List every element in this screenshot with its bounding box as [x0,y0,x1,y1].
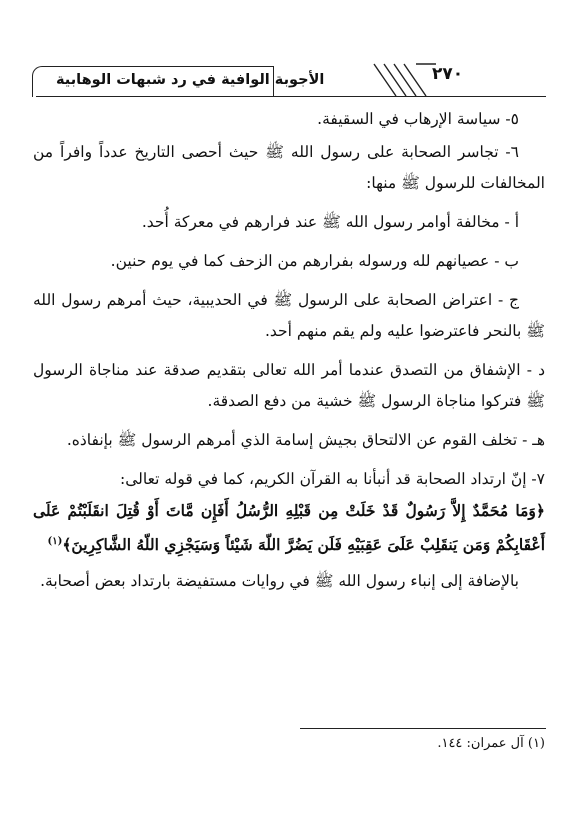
header-ornament-icon [370,60,440,98]
footnote-marker: (١) [47,536,63,547]
paragraph-5: ٥- سياسة الإرهاب في السقيفة. [317,110,519,128]
page-number: ٢٧٠ [432,64,464,84]
paragraph-6b: ب - عصيانهم لله ورسوله بفرارهم من الزحف كما في يوم حنين. [110,252,519,270]
header-divider [36,96,546,97]
paragraph-closing: بالإضافة إلى إنباء رسول الله ﷺ في روايات مستفيضة بارتداد بعض أصحابة. [40,572,519,591]
paragraph-6d: د - الإشفاق من التصدق عندما أمر الله تعالى بتقديم صدقة عند مناجاة الرسول ﷺ فتركوا مناجاة الرسول ﷺ خشية من دفع الصدقة. [33,361,545,410]
paragraph-6: ٦- تجاسر الصحابة على رسول الله ﷺ حيث أحصى التاريخ عدداً وافراً من المخالفات للرسول ﷺ منها: [33,143,545,192]
footnote: (١) آل عمران: ١٤٤. [437,736,545,751]
main-text [33,104,545,597]
quran-verse-text: ﴿وَمَا مُحَمَّدٌ إِلاَّ رَسُولٌ قَدْ خَلَتْ مِن قَبْلِهِ الرُّسُلُ أَفَإِن مَّاتَ أَوْ قُتِلَ انقَلَبْتُمْ عَلَى أَعْقَابِكُمْ وَمَن يَنقَلِبْ عَلَىَ عَقِبَيْهِ فَلَن يَضُرَّ اللّهَ شَيْئاً وَسَيَجْزِي اللّهُ الشَّاكِرِينَ﴾ [33,501,545,555]
paragraph-6c: ج - اعتراض الصحابة على الرسول ﷺ في الحديبية، حيث أمرهم رسول الله ﷺ بالنحر فاعترضوا عليه ولم يقم منهم أحد. [33,291,545,340]
footnote-divider [300,728,546,729]
paragraph-6a: أ - مخالفة أوامر رسول الله ﷺ عند فرارهم في معركة أُحد. [141,213,519,231]
paragraph-7: ٧- إنّ ارتداد الصحابة قد أنبأنا به القرآن الكريم، كما في قوله تعالى: [120,470,545,488]
paragraph-6e: هـ - تخلف القوم عن الالتحاق بجيش إسامة الذي أمرهم الرسول ﷺ بإنفاذه. [66,431,545,449]
quran-verse [33,495,545,560]
book-title: الأجوبة الوافية في رد شبهات الوهابية [56,72,325,88]
